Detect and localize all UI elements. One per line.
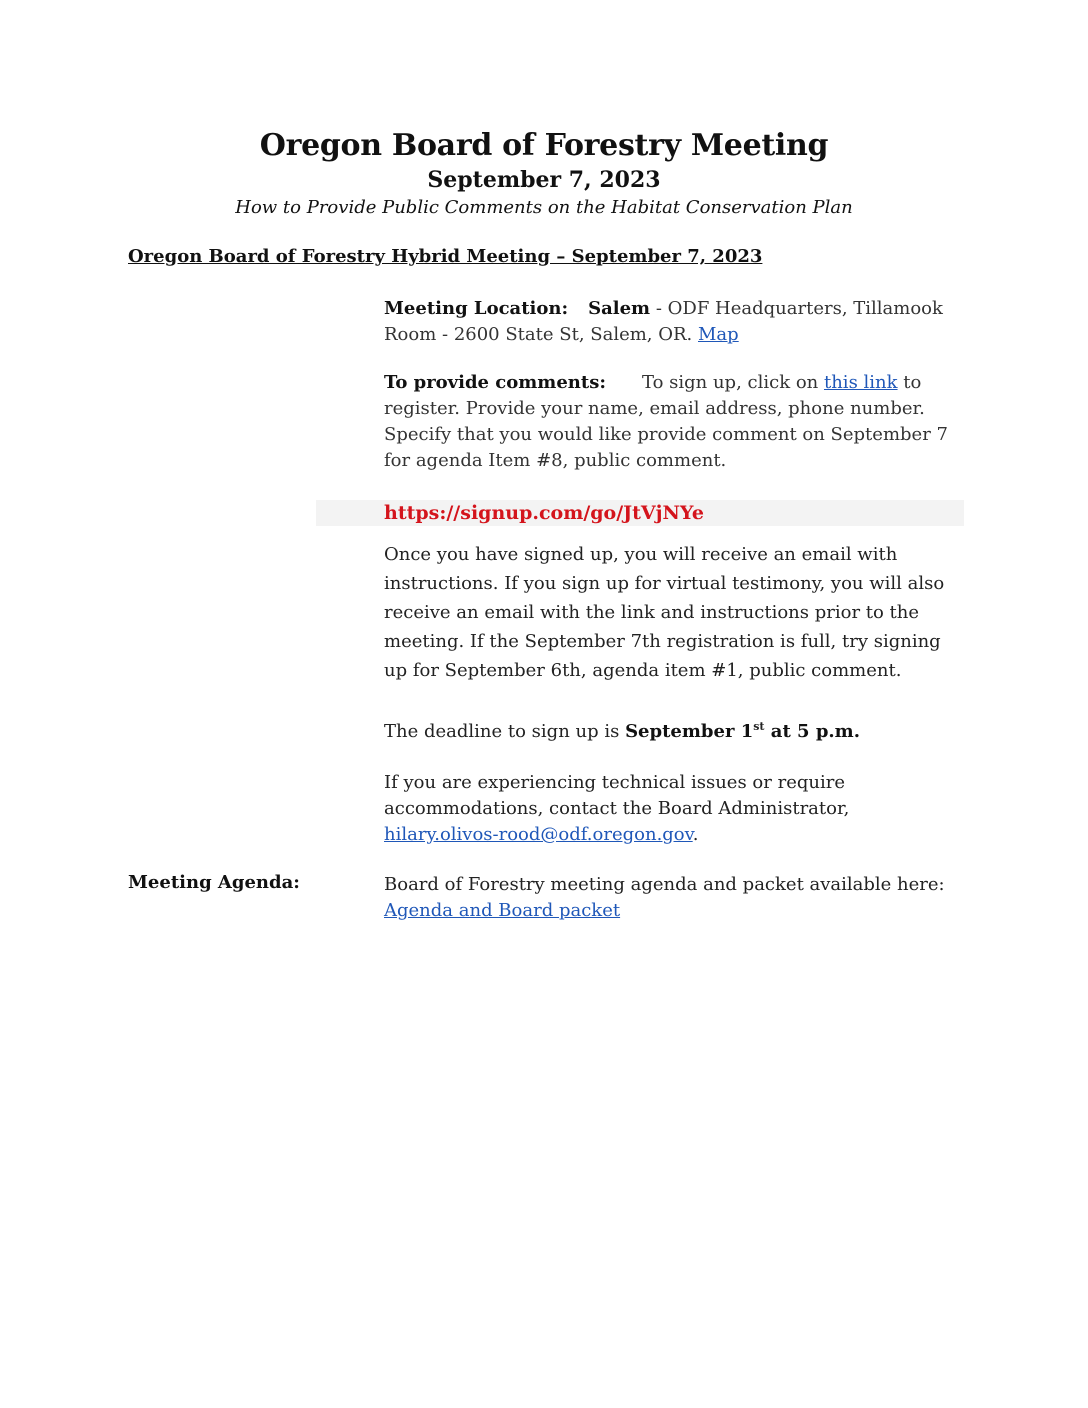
agenda-text: Board of Forestry meeting agenda and packet available here: (384, 874, 945, 895)
deadline-date: September 1 (625, 721, 754, 742)
technical-issues-end: . (692, 824, 699, 845)
agenda-packet-link[interactable]: Agenda and Board packet (384, 900, 621, 921)
deadline-paragraph (384, 714, 964, 745)
comments-label: To provide comments: (384, 372, 606, 393)
technical-issues-text: If you are experiencing technical issues or require accommodations, contact the Board Administrator, (384, 772, 850, 819)
map-link[interactable]: Map (698, 324, 739, 345)
deadline-text: The deadline to sign up is (384, 721, 626, 742)
page-subtitle: How to Provide Public Comments on the Habitat Conservation Plan (235, 197, 853, 218)
meeting-agenda-label: Meeting Agenda: (128, 872, 300, 893)
meeting-location-text: - ODF Headquarters, Tillamook Room - 2600 State St, Salem, OR. (384, 298, 943, 345)
technical-issues-paragraph (384, 770, 964, 848)
meeting-location-label: Meeting Location: (384, 298, 569, 319)
section-heading: Oregon Board of Forestry Hybrid Meeting – September 7, 2023 (128, 246, 763, 267)
admin-email-link[interactable]: hilary.olivos-rood@odf.oregon.gov (384, 824, 693, 845)
meeting-agenda-paragraph (384, 872, 964, 924)
deadline-time: at 5 p.m. (764, 721, 860, 742)
comments-text-after: to register. Provide your name, email address, phone number. Specify that you would like provide comment on September 7 for agenda Item #8, public comment. (384, 372, 948, 471)
meeting-location-paragraph (384, 296, 964, 348)
signup-info-paragraph: Once you have signed up, you will receive an email with instructions. If you sign up for virtual testimony, you will also receive an email with the link and instructions prior to the meeting. If the September 7th registration is full, try signing up for September 6th, agenda item #1, public comment. (384, 544, 945, 681)
comments-paragraph (384, 370, 964, 474)
comments-text-before: To sign up, click on (641, 372, 824, 393)
signup-link[interactable]: this link (823, 372, 898, 393)
meeting-date: September 7, 2023 (427, 167, 661, 193)
deadline-date-suffix: st (753, 720, 765, 733)
page-title: Oregon Board of Forestry Meeting (259, 128, 829, 163)
meeting-location-city: Salem (588, 298, 651, 319)
signup-url: https://signup.com/go/JtVjNYe (384, 502, 704, 524)
